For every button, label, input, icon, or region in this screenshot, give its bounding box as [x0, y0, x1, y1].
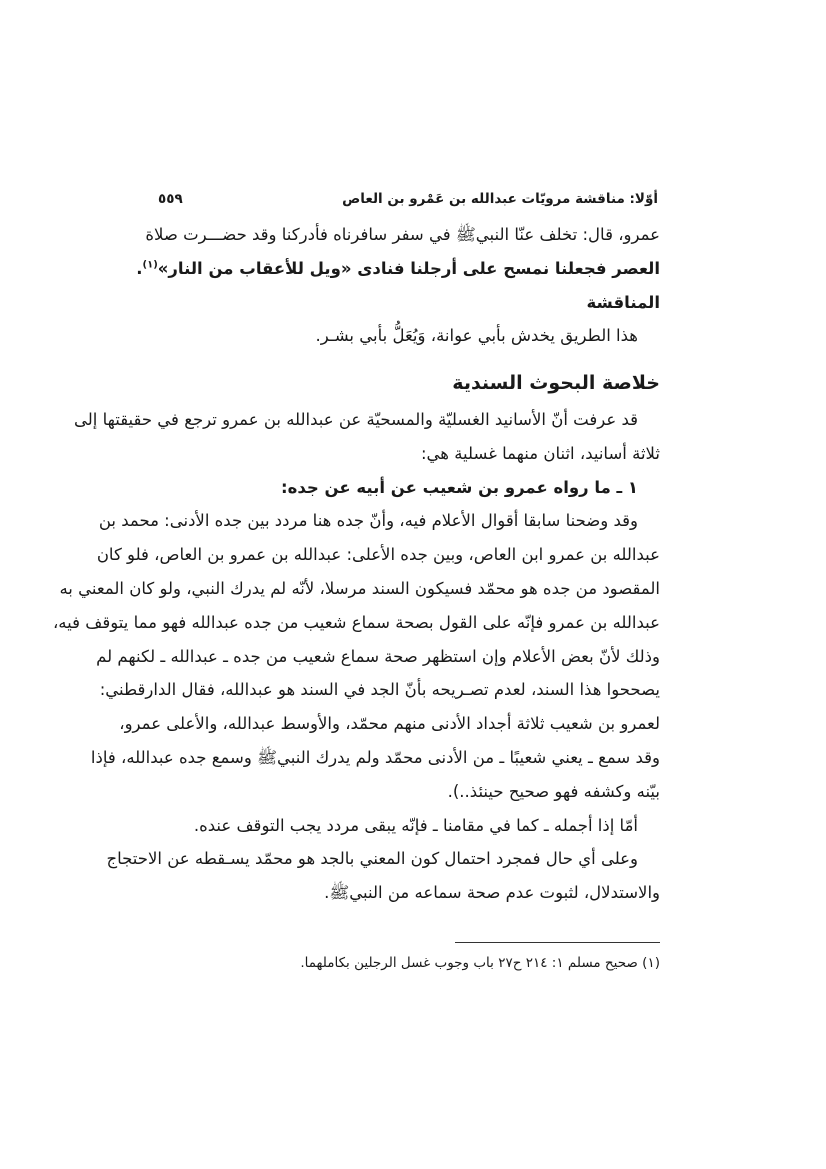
paragraph-line: عمرو، قال: تخلف عنّا النبيﷺ في سفر سافرناه فأدركنا وقد حضـــرت صلاة [145, 225, 660, 244]
paragraph-line: ثلاثة أسانيد، اثنان منهما غسلية هي: [420, 443, 660, 463]
paragraph-line: وذلك لأنّ بعض الأعلام وإن استظهر صحة سماع شعيب من جده ـ عبدالله ـ لكنهم لم [96, 646, 660, 666]
paragraph-line: يصححوا هذا السند، لعدم تصـريحه بأنّ الجد في السند هو عبدالله، فقال الدارقطني: [99, 680, 660, 700]
discussion-label: المناقشة [586, 292, 660, 312]
paragraph-line [136, 252, 660, 286]
running-head [158, 186, 658, 212]
paragraph-line: عبدالله بن عمرو ابن العاص، وبين جده الأعلى: عبدالله بن عمرو بن العاص، فلو كان [96, 545, 660, 565]
running-head-title: أوّلا: مناقشة مرويّات عبدالله بن عَمْرو بن العاص [342, 191, 658, 207]
section-heading: خلاصة البحوث السندية [452, 372, 660, 395]
discussion-text: هذا الطريق يخدش بأبي عوانة، وَيُعَلُّ بأبي بشـر. [315, 326, 638, 346]
paragraph-line: وقد وضحنا سابقا أقوال الأعلام فيه، وأنّ جده هنا مردد بين جده الأدنى: محمد بن [98, 511, 638, 531]
paragraph-line: والاستدلال، لثبوت عدم صحة سماعه من النبيﷺ. [324, 883, 660, 903]
body-text [52, 218, 660, 910]
paragraph-line: أمّا إذا أجمله ـ كما في مقامنا ـ فإنّه يبقى مردد يجب التوقف عنده. [193, 815, 638, 835]
list-item-title: ١ ـ ما رواه عمرو بن شعيب عن أبيه عن جده: [281, 477, 638, 497]
page-number: ٥٥٩ [158, 191, 183, 207]
paragraph-line: وعلى أي حال فمجرد احتمال كون المعني بالجد هو محمّد يسـقطه عن الاحتجاج [106, 849, 638, 869]
paragraph-line: المقصود من جده هو محمّد فسيكون السند مرسلا، لأنّه لم يدرك النبي، ولو كان المعني به [59, 578, 660, 598]
paragraph-line: قد عرفت أنّ الأسانيد الغسليّة والمسحيّة عن عبدالله بن عمرو ترجع في حقيقتها إلى [73, 409, 638, 429]
footnote-ref[interactable]: (١) [142, 259, 158, 271]
paragraph-line: عبدالله بن عمرو فإنّه على القول بصحة سماع شعيب من جده عبدالله فهو مما يتوقف فيه، [52, 612, 660, 632]
hadith-text: العصر فجعلنا نمسح على أرجلنا فنادى «ويل للأعقاب من النار» [157, 258, 660, 278]
footnote-separator [455, 942, 660, 943]
quote-line: لعمرو بن شعيب ثلاثة أجداد الأدنى منهم محمّد، والأوسط عبدالله، والأعلى عمرو، [119, 714, 660, 734]
quote-line: بيّنه وكشفه فهو صحيح حينئذ..). [447, 781, 660, 801]
footnote: (١) صحيح مسلم ١: ٢١٤ ح٢٧ باب وجوب غسل الرجلين بكاملهما. [300, 955, 660, 971]
punctuation: . [136, 258, 143, 278]
quote-line: وقد سمع ـ يعني شعيبًا ـ من الأدنى محمّد ولم يدرك النبيﷺ وسمع جده عبدالله، فإذا [90, 747, 660, 767]
